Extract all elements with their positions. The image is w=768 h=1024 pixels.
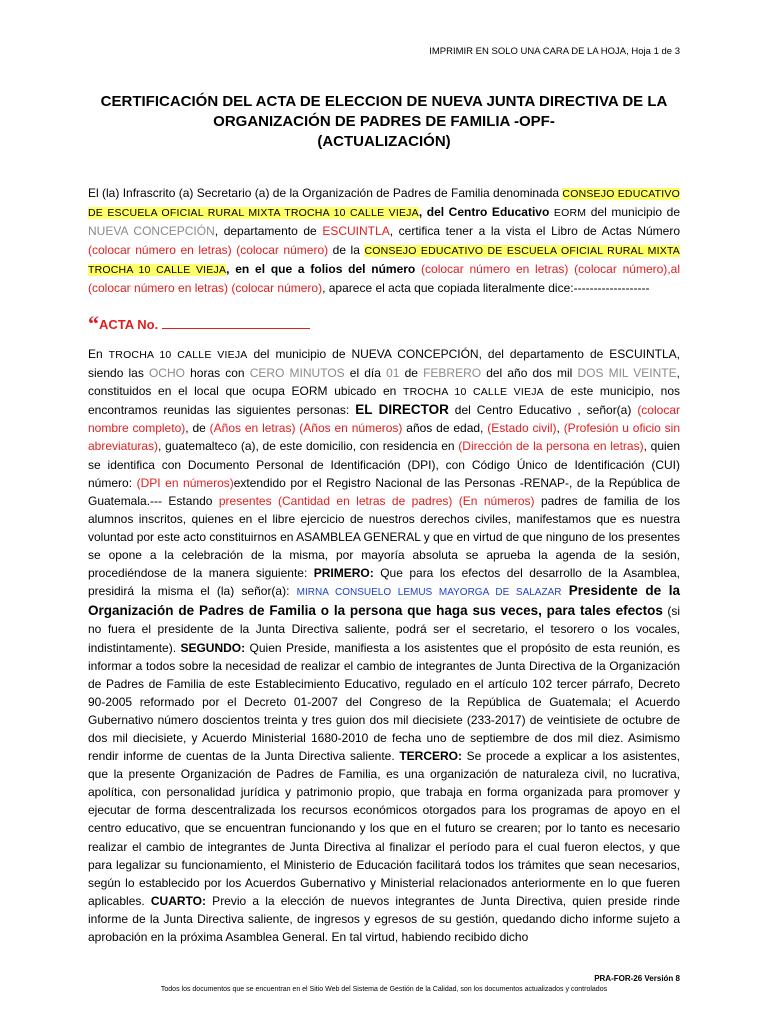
director-label: EL DIRECTOR bbox=[355, 402, 449, 418]
intro-text: , aparece el acta que copiada literalmente dice:------------------- bbox=[322, 281, 650, 296]
body-text: del año dos mil bbox=[481, 366, 578, 381]
body-text: , bbox=[556, 421, 564, 436]
body-text: Se procede a explicar a los asistentes, que la presente Organización de Padres de Familia, es una organización de naturaleza civil, no lucrativa, apolítica, con personalidad jurídica y patrimonio propio, que trabaja en forma organizada para promover y ejecutar de forma descentralizada los recursos económicos otorgados para los programas de apoyo en el centro educativo, que se encuentran funcionando y los que en el futuro se crearen; por lo tanto es necesario realizar el cambio de integrantes de Junta Directiva al finalizar el período para el cual fueron electos, y que para legalizar su funcionamiento, el Ministerio de Educación facilitará todos los trámites que sean necesarios, según lo establecido por los Acuerdos Gubernativo y Ministerial relacionados anteriormente en lo que fueren aplicables. bbox=[88, 749, 681, 908]
acta-number-line bbox=[88, 309, 310, 335]
intro-text: , departamento de bbox=[214, 224, 323, 239]
intro-text: del municipio de bbox=[586, 205, 680, 220]
acta-number-blank bbox=[162, 316, 310, 329]
footer-disclaimer: Todos los documentos que se encuentran en el Sitio Web del Sistema de Gestión de la Calidad, son los documentos actualizados y controlados bbox=[160, 986, 608, 993]
placeholder-estado-civil: (Estado civil) bbox=[487, 421, 557, 436]
intro-text: El (la) Infrascrito (a) Secretario (a) de la Organización de Padres de Familia denominada bbox=[88, 186, 563, 200]
print-instruction: IMPRIMIR EN SOLO UNA CARA DE LA HOJA, Hoja 1 de 3 bbox=[429, 46, 680, 57]
body-text: Que para los efectos del desarrollo de la Asamblea, presidirá la misma el (la) señor(a): bbox=[88, 566, 680, 599]
body-text: el día bbox=[344, 366, 387, 381]
intro-text: de la bbox=[328, 242, 365, 257]
body-text: del Centro Educativo , señor(a) bbox=[448, 403, 638, 418]
placeholder-dpi: (DPI en números) bbox=[136, 475, 234, 490]
body-text: de este municipio, nos encontramos reunidas las siguientes personas: bbox=[88, 384, 680, 418]
centro-educativo: EORM bbox=[553, 207, 587, 220]
placeholder-presentes: presentes (Cantidad en letras de padres) (En números) bbox=[218, 493, 535, 508]
intro-text: , del Centro Educativo bbox=[418, 205, 554, 220]
placeholder-folio-hasta: (colocar número en letras) (colocar número) bbox=[88, 281, 323, 296]
placeholder-anios: (Años en letras) (Años en números) bbox=[209, 421, 403, 436]
acta-body bbox=[88, 345, 680, 946]
organization-name: CONSEJO EDUCATIVO DE ESCUELA OFICIAL RURAL MIXTA TROCHA 10 CALLE VIEJA bbox=[88, 188, 680, 220]
acta-quote-mark: “ bbox=[88, 311, 99, 336]
body-text: (si no fuera el presidente de la Junta Directiva saliente, podrá ser el secretario, el tesorero o los vocales, indistintamente). bbox=[88, 604, 680, 655]
body-text: En bbox=[88, 347, 109, 361]
clause-segundo: SEGUNDO: bbox=[180, 640, 246, 655]
body-text: del municipio de NUEVA CONCEPCIÓN, del departamento de ESCUINTLA, siendo las bbox=[88, 347, 680, 381]
body-text: Previo a la elección de nuevos integrantes de Junta Directiva, quien preside rinde informe de la Junta Directiva saliente, de ingresos y egresos de su gestión, quedando dicho informe sujeto a aprobación en la próxima Asamblea General. En tal virtud, habiendo recibido dicho bbox=[88, 893, 680, 944]
lugar: TROCHA 10 CALLE VIEJA bbox=[108, 349, 248, 361]
title-line-1: CERTIFICACIÓN DEL ACTA DE ELECCION DE NUEVA JUNTA DIRECTIVA DE LA bbox=[100, 93, 668, 110]
placeholder-folio-desde: (colocar número en letras) (colocar número) bbox=[421, 261, 668, 276]
mes: FEBRERO bbox=[423, 366, 482, 381]
placeholder-profesion: (Profesión u oficio sin abreviaturas) bbox=[88, 421, 680, 454]
intro-paragraph bbox=[88, 184, 680, 297]
body-text: , de bbox=[185, 421, 210, 436]
intro-text: ,al bbox=[667, 261, 680, 276]
placeholder-nombre: (colocar nombre completo) bbox=[88, 403, 680, 436]
presidente-title: Presidente de la Organización de Padres de Familia o la persona que haga sus veces, para tales efectos bbox=[88, 583, 680, 619]
document-title bbox=[60, 92, 708, 152]
presidente-name: MIRNA CONSUELO LEMUS MAYORGA DE SALAZAR bbox=[296, 587, 562, 599]
municipio: NUEVA CONCEPCIÓN bbox=[88, 224, 215, 239]
body-text: , quien se identifica con Documento Personal de Identificación (DPI), con Código Único de Identificación (CUI) número: bbox=[88, 439, 681, 490]
placeholder-libro-numero: (colocar número en letras) (colocar número) bbox=[88, 242, 329, 257]
clause-tercero: TERCERO: bbox=[399, 749, 463, 764]
body-text: , constituidos en el local que ocupa EORM ubicado en bbox=[88, 366, 680, 399]
body-text bbox=[561, 584, 568, 598]
lugar-2: TROCHA 10 CALLE VIEJA bbox=[402, 386, 544, 399]
title-line-2: ORGANIZACIÓN DE PADRES DE FAMILIA -OPF- bbox=[213, 113, 555, 130]
intro-text: , en el que a folios del número bbox=[226, 261, 422, 276]
intro-text: , certifica tener a la vista el Libro de Actas Número bbox=[389, 224, 680, 239]
body-text: , guatemalteco (a), de este domicilio, con residencia en bbox=[158, 439, 459, 454]
body-text: años de edad, bbox=[402, 421, 488, 436]
hora: OCHO bbox=[148, 366, 185, 381]
title-line-3: (ACTUALIZACIÓN) bbox=[317, 133, 451, 150]
dia: 01 bbox=[386, 366, 400, 381]
minutos: CERO MINUTOS bbox=[249, 366, 345, 381]
form-code: PRA-FOR-26 Versión 8 bbox=[594, 974, 680, 983]
placeholder-direccion: (Dirección de la persona en letras) bbox=[458, 439, 644, 454]
body-text: de bbox=[399, 366, 424, 381]
acta-label: ACTA No. bbox=[99, 317, 159, 332]
body-text: horas con bbox=[184, 366, 250, 381]
anio: DOS MIL VEINTE bbox=[577, 366, 677, 381]
clause-cuarto: CUARTO: bbox=[150, 893, 206, 908]
body-text: Quien Preside, manifiesta a los asistentes que el propósito de esta reunión, es informar a todos sobre la necesidad de realizar el cambio de integrantes de Junta Directiva de la Organización de Padres de Familia de este Establecimiento Educativo, regulado en el artículo 102 tercer párrafo, Decreto 90-2005 reformado por el Decreto 01-2007 del Congreso de la República de Guatemala; el Acuerdo Gubernativo número doscientos treinta y tres guion dos mil diecisiete (233-2017) de veintisiete de octubre de dos mil diecisiete, y Acuerdo Ministerial 1680-2010 de fecha uno de septiembre de dos mil diez. Asimismo rendir informe de cuentas de la Junta Directiva saliente. bbox=[88, 640, 680, 764]
clause-primero: PRIMERO: bbox=[313, 566, 374, 581]
organization-name-2: CONSEJO EDUCATIVO DE ESCUELA OFICIAL RURAL MIXTA TROCHA 10 CALLE VIEJA bbox=[88, 244, 680, 276]
body-text: padres de familia de los alumnos inscritos, quienes en el libre ejercicio de nuestros derechos civiles, manifestamos que es nuestra voluntad por este acto constituirnos en ASAMBLEA GENERAL y que en virtud de que ninguno de los presentes se opone a la celebración de la misma, por mayoría absoluta se aprueba la agenda de la sesión, procediéndose de la manera siguiente: bbox=[88, 493, 680, 581]
departamento: ESCUINTLA bbox=[322, 224, 390, 239]
body-text: extendido por el Registro Nacional de las Personas -RENAP-, de la República de Guatemala.--- Estando bbox=[88, 475, 681, 508]
